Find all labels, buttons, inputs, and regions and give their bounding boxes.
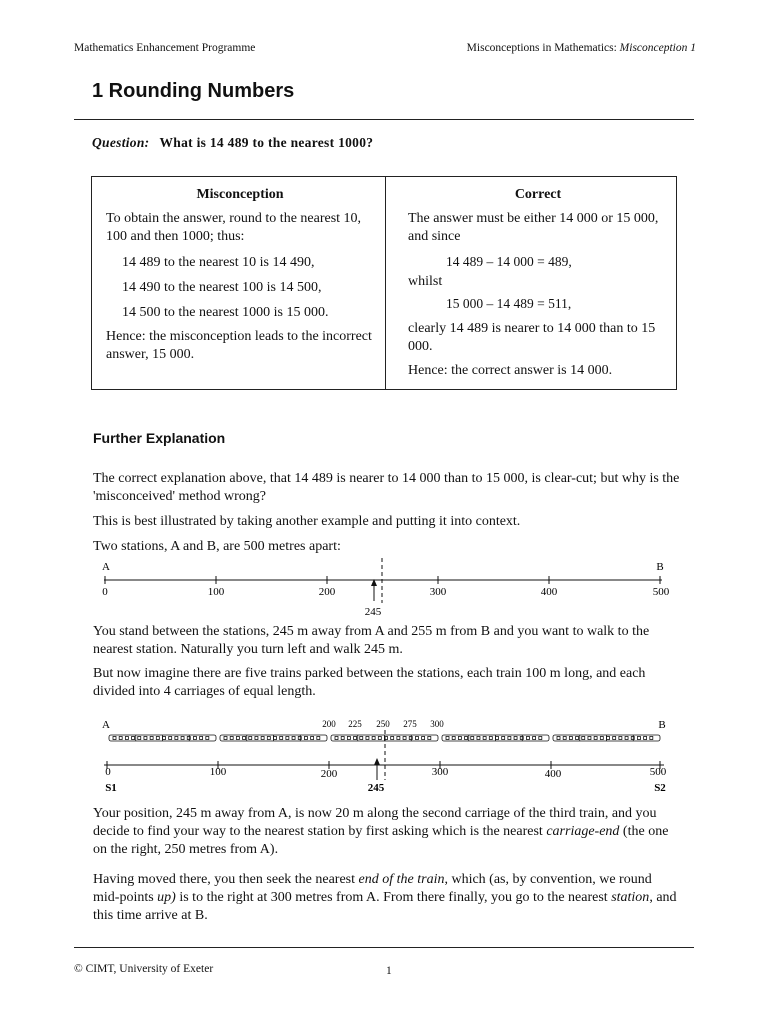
train-window [193,737,196,740]
correct-equation-1: 14 489 – 14 000 = 489, [446,254,572,269]
tick-label: 500 [652,586,670,598]
further-paragraph-3: Two stations, A and B, are 500 metres apart: [93,539,341,554]
footer-rule [74,947,694,948]
tick-label: 300 [431,766,449,778]
question-label: Question: [92,135,150,150]
train-window [187,737,190,740]
train-window [230,737,233,740]
train-window [150,737,153,740]
train-window [496,737,499,740]
train-window [569,737,572,740]
further-paragraph-2: This is best illustrated by taking another example and putting it into context. [93,514,521,529]
position-label: 245 [367,782,385,794]
header-right-italic: Misconception 1 [619,42,696,54]
train-window [138,737,141,740]
train-window [514,737,517,740]
train-window [502,737,505,740]
correct-heading: Correct [514,187,562,202]
train-window [267,737,270,740]
further-paragraph-4: You stand between the stations, 245 m away from A and 255 m from B and you want to walk to the nearest station. Naturally you turn left and walk 245 m. [93,624,650,657]
train-window [298,737,301,740]
number-line-trains [0,712,768,796]
train-window [526,737,529,740]
train-window [255,737,258,740]
train-window [181,737,184,740]
train-window [588,737,591,740]
tick-label: 200 [320,768,338,780]
train-window [613,737,616,740]
train-window [594,737,597,740]
train-window [458,737,461,740]
p6-text-italic: carriage-end [546,824,620,839]
carriage-tick-label: 250 [376,719,390,729]
train-window [125,737,128,740]
p6-text-a: Your position, 245 m away from A, is now 20 m along the second carriage of the third train, and you decide to find your way to the nearest station by first asking which is the nearest [93,806,657,839]
section-heading: Further Explanation [93,430,226,446]
station-b-label: B [656,561,664,573]
misconception-step: 14 490 to the nearest 100 is 14 500, [122,280,322,295]
p7-text-e: is to the right at 300 metres from A. From there finally, you go to the nearest [175,890,612,905]
train-window [113,737,116,740]
train-window [249,737,252,740]
train-window [637,737,640,740]
comparison-divider [385,176,386,390]
page-number: 1 [386,965,392,977]
train-window [292,737,295,740]
train-window [576,737,579,740]
p7-text-italic: end of the train [358,872,445,887]
train-window [200,737,203,740]
train-window [483,737,486,740]
train-window [409,737,412,740]
train-window [243,737,246,740]
train-window [428,737,431,740]
tick-label: 0 [102,586,108,598]
train-window [607,737,610,740]
train-window [206,737,209,740]
misconception-step: 14 489 to the nearest 10 is 14 490, [122,255,315,270]
train-window [403,737,406,740]
train-window [557,737,560,740]
carriage-tick-label: 300 [430,719,444,729]
number-line-stations [0,555,768,620]
train-window [335,737,338,740]
misconception-conclusion: Hence: the misconception leads to the incorrect answer, 15 000. [106,329,372,362]
train-window [391,737,394,740]
correct-intro: The answer must be either 14 000 or 15 000, and since [408,211,659,244]
p7-text-g: , and this time arrive at B. [93,890,677,923]
train-window [156,737,159,740]
position-arrow-head [374,758,380,765]
train-window [452,737,455,740]
train-window [422,737,425,740]
train-window [533,737,536,740]
tick-label: 0 [105,766,111,778]
train-window [446,737,449,740]
tick-label: 300 [429,586,447,598]
train-window [175,737,178,740]
tick-label: 200 [318,586,336,598]
train-window [397,737,400,740]
train-window [563,737,566,740]
tick-label: 100 [209,766,227,778]
train-window [372,737,375,740]
train-window [520,737,523,740]
p7-text-c: , which (as, by convention, we round mid-points [93,872,652,905]
misconception-column [106,186,374,364]
question-text: What is 14 489 to the nearest 1000? [159,135,374,150]
train-window [508,737,511,740]
page-title: 1 Rounding Numbers [92,80,295,102]
correct-whilst: whilst [408,274,443,289]
correct-equation-2: 15 000 – 14 489 = 511, [446,296,572,311]
train-window [169,737,172,740]
misconception-step: 14 500 to the nearest 1000 is 15 000. [122,305,329,320]
train-window [644,737,647,740]
further-paragraph-5: But now imagine there are five trains parked between the stations, each train 100 m long, and each divided into 4 carriages of equal length. [93,666,646,699]
running-header-left: Mathematics Enhancement Programme [74,42,256,54]
further-paragraph-7 [93,871,681,925]
train-window [347,737,350,740]
train-window [489,737,492,740]
train-window [163,737,166,740]
train-window [236,737,239,740]
carriage-tick-label: 275 [403,719,417,729]
train-window [631,737,634,740]
p7-text-italic: station [611,890,650,905]
train-window [415,737,418,740]
position-label: 245 [364,606,382,618]
title-rule [74,119,694,120]
p7-text-italic: up) [157,890,176,905]
question [92,135,373,151]
carriage-tick-label: 200 [322,719,336,729]
train-window [317,737,320,740]
header-right-text: Misconceptions in Mathematics: [466,42,620,54]
tick-label: 500 [649,766,667,778]
station-s1-label: S1 [105,782,117,794]
station-a-label: A [102,561,110,573]
p7-text-a: Having moved there, you then seek the nearest [93,872,359,887]
train-window [261,737,264,740]
train-window [360,737,363,740]
correct-clearly: clearly 14 489 is nearer to 14 000 than to 15 000. [408,321,656,354]
train-window [619,737,622,740]
correct-hence: Hence: the correct answer is 14 000. [408,363,613,378]
running-header-right [467,42,696,54]
misconception-heading: Misconception [196,187,284,202]
train-window [600,737,603,740]
carriage-tick-label: 225 [348,719,362,729]
further-paragraph-6 [93,805,681,859]
train-window [144,737,147,740]
train-window [378,737,381,740]
correct-column [408,186,668,380]
train-window [280,737,283,740]
train-window [477,737,480,740]
train-window [311,737,314,740]
station-s2-label: S2 [654,782,666,794]
train-window [650,737,653,740]
train-window [354,737,357,740]
train-window [625,737,628,740]
train-window [341,737,344,740]
train-window [582,737,585,740]
station-b-label: B [658,719,666,731]
train-window [274,737,277,740]
tick-label: 100 [207,586,225,598]
train-window [304,737,307,740]
train-window [286,737,289,740]
station-a-label: A [102,719,110,731]
misconception-intro: To obtain the answer, round to the nearest 10, 100 and then 1000; thus: [106,211,362,244]
tick-label: 400 [540,586,558,598]
train-window [119,737,122,740]
train-window [132,737,135,740]
train-window [224,737,227,740]
train-window [465,737,468,740]
footer-copyright: © CIMT, University of Exeter [74,963,214,975]
p6-text-c: (the one on the right, 250 metres from A). [93,824,669,857]
train-window [539,737,542,740]
tick-label: 400 [544,768,562,780]
further-paragraph-1: The correct explanation above, that 14 489 is nearer to 14 000 than to 15 000, is clear-cut; but why is the 'misconceived' method wrong? [93,471,680,504]
train-window [366,737,369,740]
train-window [471,737,474,740]
